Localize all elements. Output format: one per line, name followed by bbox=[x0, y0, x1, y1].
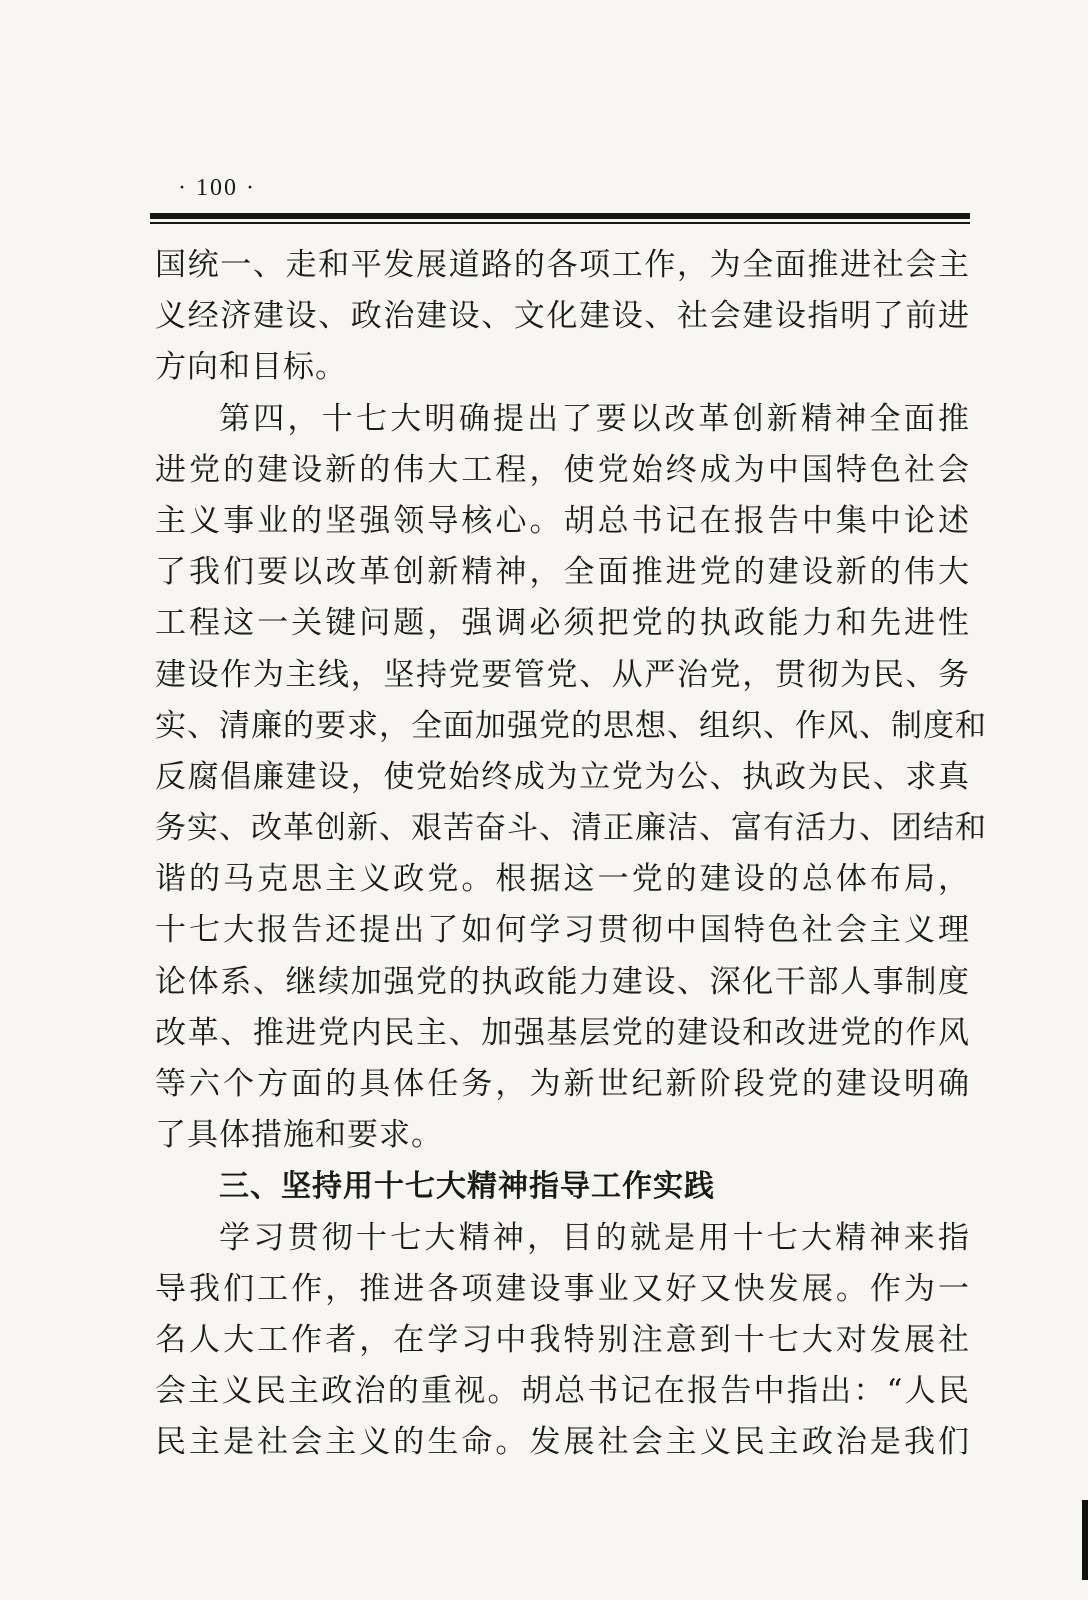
page-number: · 100 · bbox=[178, 175, 256, 201]
text-line: 等六个方面的具体任务，为新世纪新阶段党的建设明确 bbox=[155, 1066, 970, 1102]
text-line: 了我们要以改革创新精神，全面推进党的建设新的伟大 bbox=[155, 554, 970, 591]
text-line: 会主义民主政治的重视。胡总书记在报告中指出：“人民 bbox=[155, 1373, 970, 1410]
text-line: 论体系、继续加强党的执政能力建设、深化干部人事制度 bbox=[155, 963, 970, 1000]
text-line: 务实、改革创新、艰苦奋斗、清正廉洁、富有活力、团结和 bbox=[155, 810, 987, 847]
text-line: 义经济建设、政治建设、文化建设、社会建设指明了前进 bbox=[155, 298, 970, 335]
text-line: 方向和目标。 bbox=[155, 349, 347, 386]
text-line: 进党的建设新的伟大工程，使党始终成为中国特色社会 bbox=[155, 451, 970, 488]
header-rule-thin bbox=[150, 222, 970, 224]
text-line: 建设作为主线，坚持党要管党、从严治党，贯彻为民、务 bbox=[155, 656, 970, 693]
text-line: 主义事业的坚强领导核心。胡总书记在报告中集中论述 bbox=[155, 502, 970, 539]
text-line: 国统一、走和平发展道路的各项工作，为全面推进社会主 bbox=[155, 247, 970, 283]
text-line: 谐的马克思主义政党。根据这一党的建设的总体布局， bbox=[155, 861, 970, 898]
paragraph-start-line: 学习贯彻十七大精神，目的就是用十七大精神来指 bbox=[219, 1219, 970, 1256]
text-line: 十七大报告还提出了如何学习贯彻中国特色社会主义理 bbox=[155, 912, 970, 949]
text-line: 导我们工作，推进各项建设事业又好又快发展。作为一 bbox=[155, 1270, 970, 1307]
text-line: 民主是社会主义的生命。发展社会主义民主政治是我们 bbox=[155, 1424, 970, 1461]
section-heading: 三、坚持用十七大精神指导工作实践 bbox=[219, 1169, 715, 1205]
header-rule-thick bbox=[150, 213, 970, 219]
body-text bbox=[155, 240, 987, 1469]
paragraph-start-line: 第四，十七大明确提出了要以改革创新精神全面推 bbox=[219, 400, 970, 437]
text-line: 改革、推进党内民主、加强基层党的建设和改进党的作风 bbox=[155, 1014, 970, 1051]
text-line: 名人大工作者，在学习中我特别注意到十七大对发展社 bbox=[155, 1321, 970, 1358]
text-line: 实、清廉的要求，全面加强党的思想、组织、作风、制度和 bbox=[155, 707, 987, 744]
scan-edge-mark bbox=[1082, 1500, 1088, 1580]
text-line: 反腐倡廉建设，使党始终成为立党为公、执政为民、求真 bbox=[155, 758, 970, 795]
text-line: 了具体措施和要求。 bbox=[155, 1117, 443, 1154]
text-line: 工程这一关键问题，强调必须把党的执政能力和先进性 bbox=[155, 605, 970, 642]
